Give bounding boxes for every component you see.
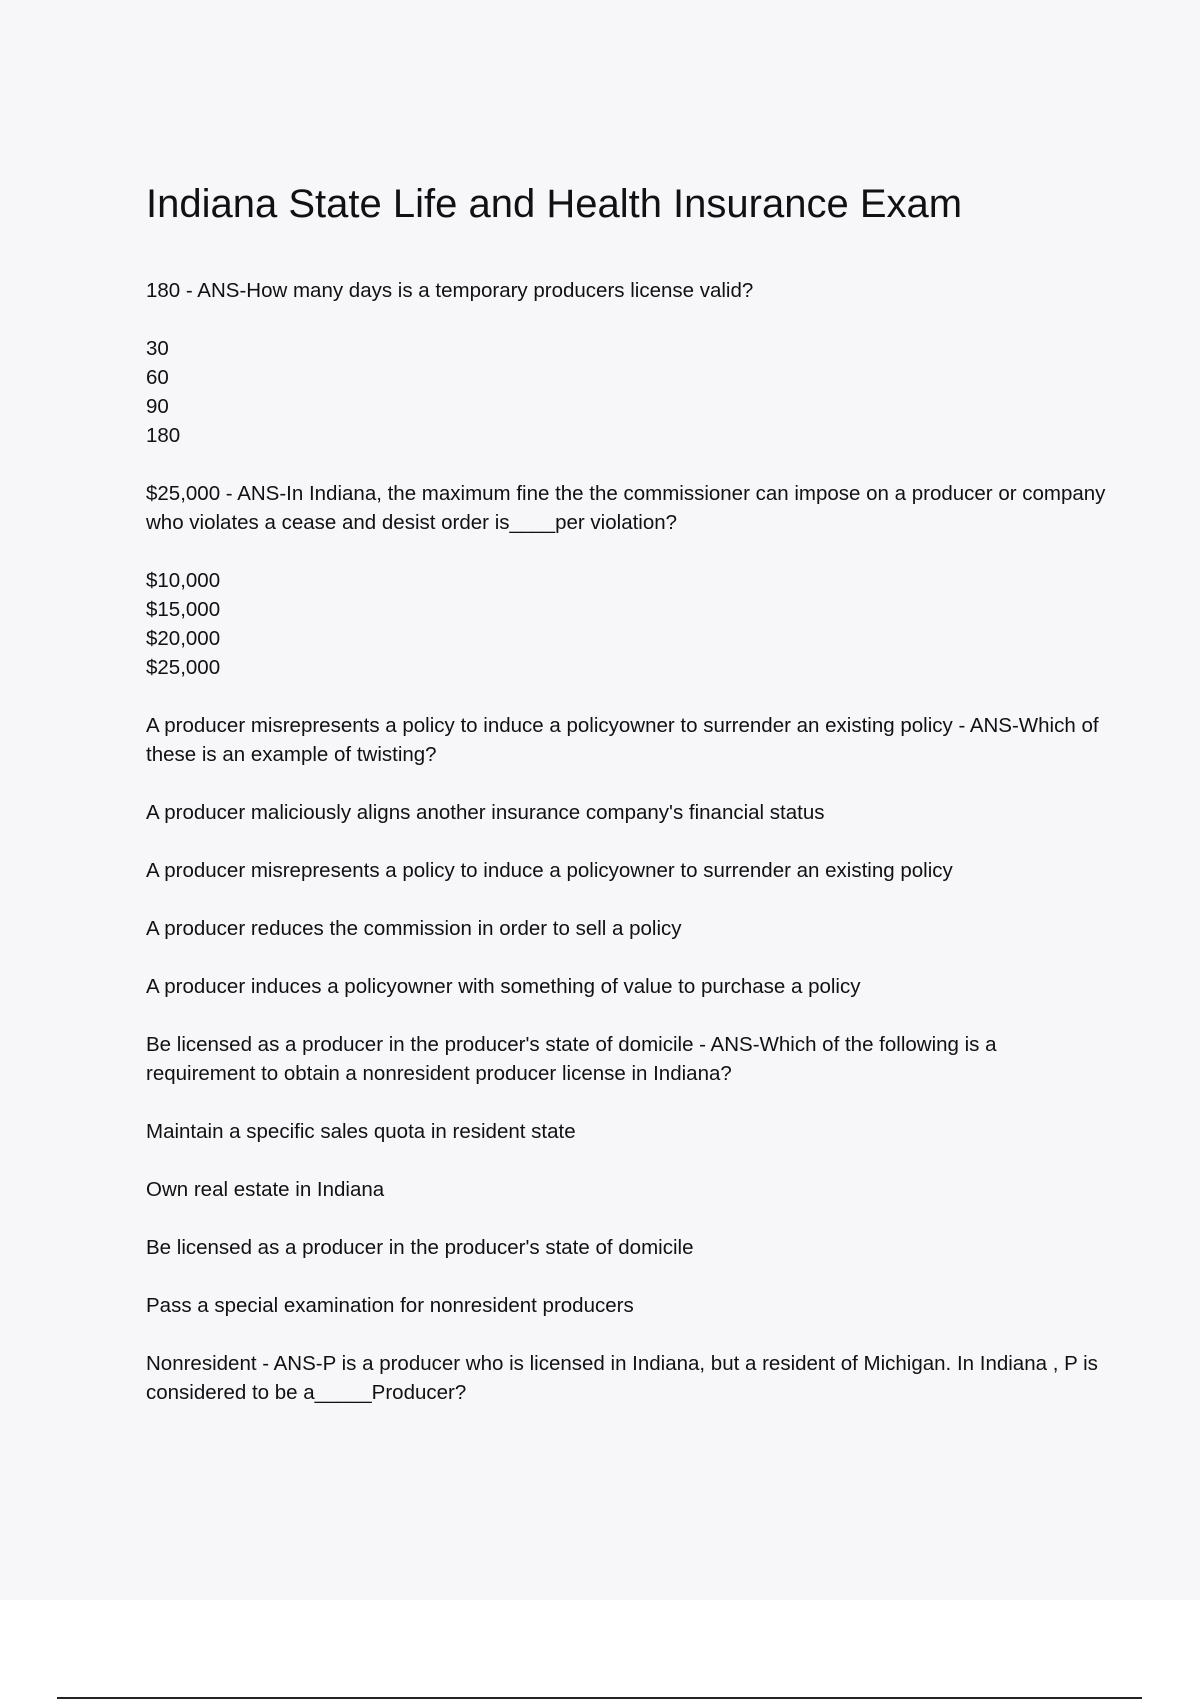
- answer-choice: Maintain a specific sales quota in resident state: [146, 1120, 576, 1143]
- answer-choice: Pass a special examination for nonresident producers: [146, 1294, 634, 1317]
- question-paragraph: $25,000 - ANS-In Indiana, the maximum fine the the commissioner can impose on a producer or company who violates a cease and desist order is____per violation?: [146, 482, 1106, 534]
- answer-option: $15,000: [146, 598, 221, 621]
- answer-option: $20,000: [146, 627, 221, 650]
- answer-choice: A producer misrepresents a policy to induce a policyowner to surrender an existing policy: [146, 859, 953, 882]
- question-paragraph: A producer misrepresents a policy to induce a policyowner to surrender an existing policy - ANS-Which of these is an example of twisting?: [146, 714, 1099, 766]
- footer-divider: [57, 1697, 1142, 1699]
- answer-option: $25,000: [146, 656, 221, 679]
- question-paragraph: Nonresident - ANS-P is a producer who is licensed in Indiana, but a resident of Michigan. In Indiana , P is considered to be a_____Producer?: [146, 1352, 1098, 1404]
- document-content: [146, 180, 1106, 1436]
- answer-choice: A producer induces a policyowner with something of value to purchase a policy: [146, 975, 861, 998]
- question-paragraph: 180 - ANS-How many days is a temporary producers license valid?: [146, 279, 754, 302]
- answer-option: 30: [146, 337, 169, 360]
- answer-choice: Be licensed as a producer in the producer's state of domicile: [146, 1236, 694, 1259]
- question-paragraph: Be licensed as a producer in the producer's state of domicile - ANS-Which of the following is a requirement to obtain a nonresident producer license in Indiana?: [146, 1033, 997, 1085]
- answer-options-list: [146, 334, 1106, 450]
- answer-choice: A producer reduces the commission in order to sell a policy: [146, 917, 682, 940]
- answer-option: 60: [146, 366, 169, 389]
- answer-choice: Own real estate in Indiana: [146, 1178, 385, 1201]
- answer-option: $10,000: [146, 569, 221, 592]
- page-title: Indiana State Life and Health Insurance Exam: [146, 182, 963, 226]
- answer-choice: A producer maliciously aligns another insurance company's financial status: [146, 801, 825, 824]
- answer-options-list: [146, 566, 1106, 682]
- answer-option: 90: [146, 395, 169, 418]
- answer-option: 180: [146, 424, 181, 447]
